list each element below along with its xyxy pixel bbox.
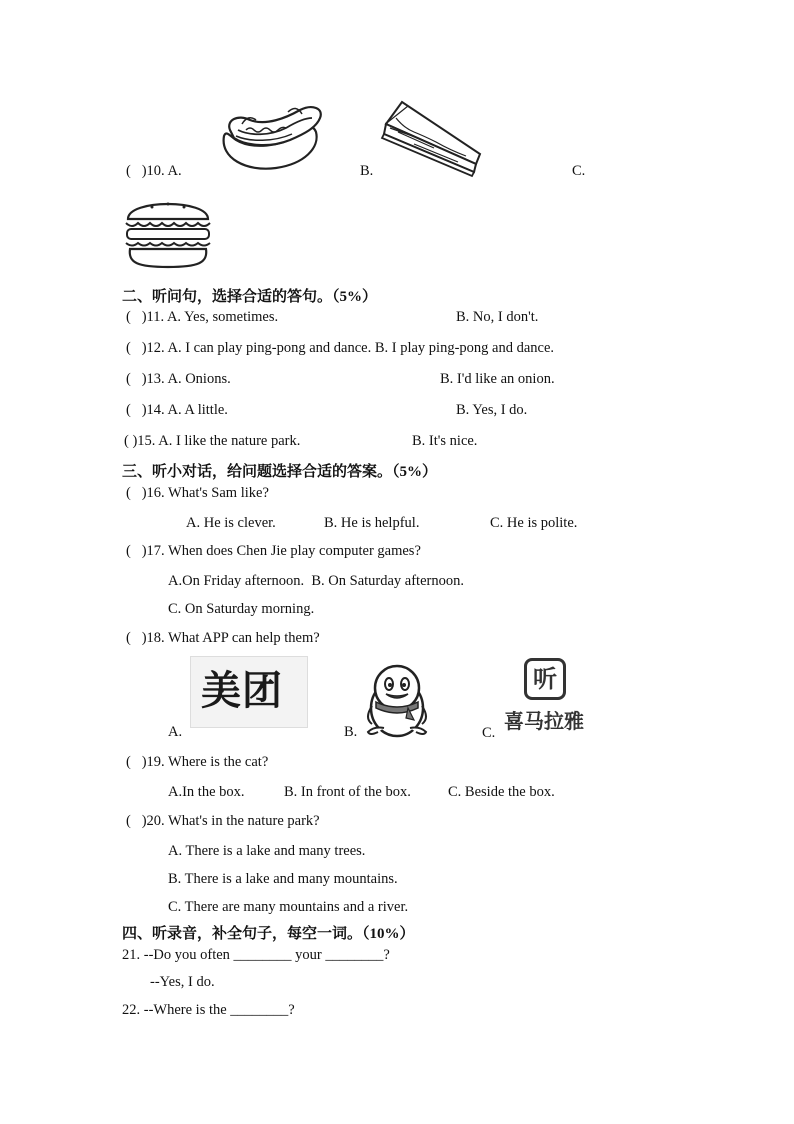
- ximalaya-logo-badge: [524, 658, 566, 700]
- q17-label: ( )17. When does Chen Jie play computer games?: [126, 543, 421, 559]
- q19-option-c: C. Beside the box.: [448, 784, 555, 800]
- q10-option-c: C.: [572, 163, 586, 179]
- q18-option-b: B.: [344, 724, 358, 740]
- qq-penguin-logo: [360, 662, 434, 738]
- q15-label: ( )15. A. I like the nature park.: [124, 433, 301, 449]
- q20-label: ( )20. What's in the nature park?: [126, 813, 320, 829]
- q18-option-c: C.: [482, 725, 496, 741]
- q17-options-ab: A.On Friday afternoon. B. On Saturday afternoon.: [168, 573, 464, 589]
- meituan-logo-text: 美团: [201, 668, 283, 714]
- q11-option-b: B. No, I don't.: [456, 309, 539, 325]
- q12-label: ( )12. A. I can play ping-pong and dance. B. I play ping-pong and dance.: [126, 340, 555, 356]
- q10-label: ( )10. A.: [126, 163, 182, 179]
- hot-dog-icon: [216, 100, 326, 176]
- q13-label: ( )13. A. Onions.: [126, 371, 231, 387]
- q16-label: ( )16. What's Sam like?: [126, 485, 269, 501]
- section-3-heading: 三、听小对话，给问题选择合适的答案。（5%）: [122, 464, 438, 480]
- q22-line-1: 22. --Where is the ________?: [122, 1002, 295, 1018]
- q17-option-c: C. On Saturday morning.: [168, 601, 315, 617]
- q20-option-b: B. There is a lake and many mountains.: [168, 871, 398, 887]
- meituan-logo: [190, 656, 308, 728]
- section-2-heading: 二、听问句，选择合适的答句。（5%）: [122, 289, 378, 305]
- q21-line-2: --Yes, I do.: [150, 974, 215, 990]
- section-4-heading: 四、听录音，补全句子，每空一词。（10%）: [122, 926, 415, 942]
- hamburger-icon: [122, 193, 214, 271]
- ximalaya-logo-glyph: 听: [533, 665, 557, 693]
- q16-option-b: B. He is helpful.: [324, 515, 420, 531]
- q16-option-a: A. He is clever.: [186, 515, 276, 531]
- q11-label: ( )11. A. Yes, sometimes.: [126, 309, 279, 325]
- ximalaya-logo: [498, 656, 598, 740]
- q19-option-b: B. In front of the box.: [284, 784, 411, 800]
- q13-option-b: B. I'd like an onion.: [440, 371, 555, 387]
- q20-option-c: C. There are many mountains and a river.: [168, 899, 409, 915]
- q19-option-a: A.In the box.: [168, 784, 245, 800]
- q15-option-b: B. It's nice.: [412, 433, 478, 449]
- q19-label: ( )19. Where is the cat?: [126, 754, 269, 770]
- sandwich-icon: [378, 98, 486, 178]
- q21-line-1: 21. --Do you often ________ your ________?: [122, 947, 390, 963]
- q20-option-a: A. There is a lake and many trees.: [168, 843, 366, 859]
- q18-label: ( )18. What APP can help them?: [126, 630, 320, 646]
- ximalaya-logo-text: 喜马拉雅: [504, 709, 584, 733]
- q16-option-c: C. He is polite.: [490, 515, 578, 531]
- q10-option-b: B.: [360, 163, 374, 179]
- q14-label: ( )14. A. A little.: [126, 402, 228, 418]
- q18-option-a: A.: [168, 724, 183, 740]
- q14-option-b: B. Yes, I do.: [456, 402, 528, 418]
